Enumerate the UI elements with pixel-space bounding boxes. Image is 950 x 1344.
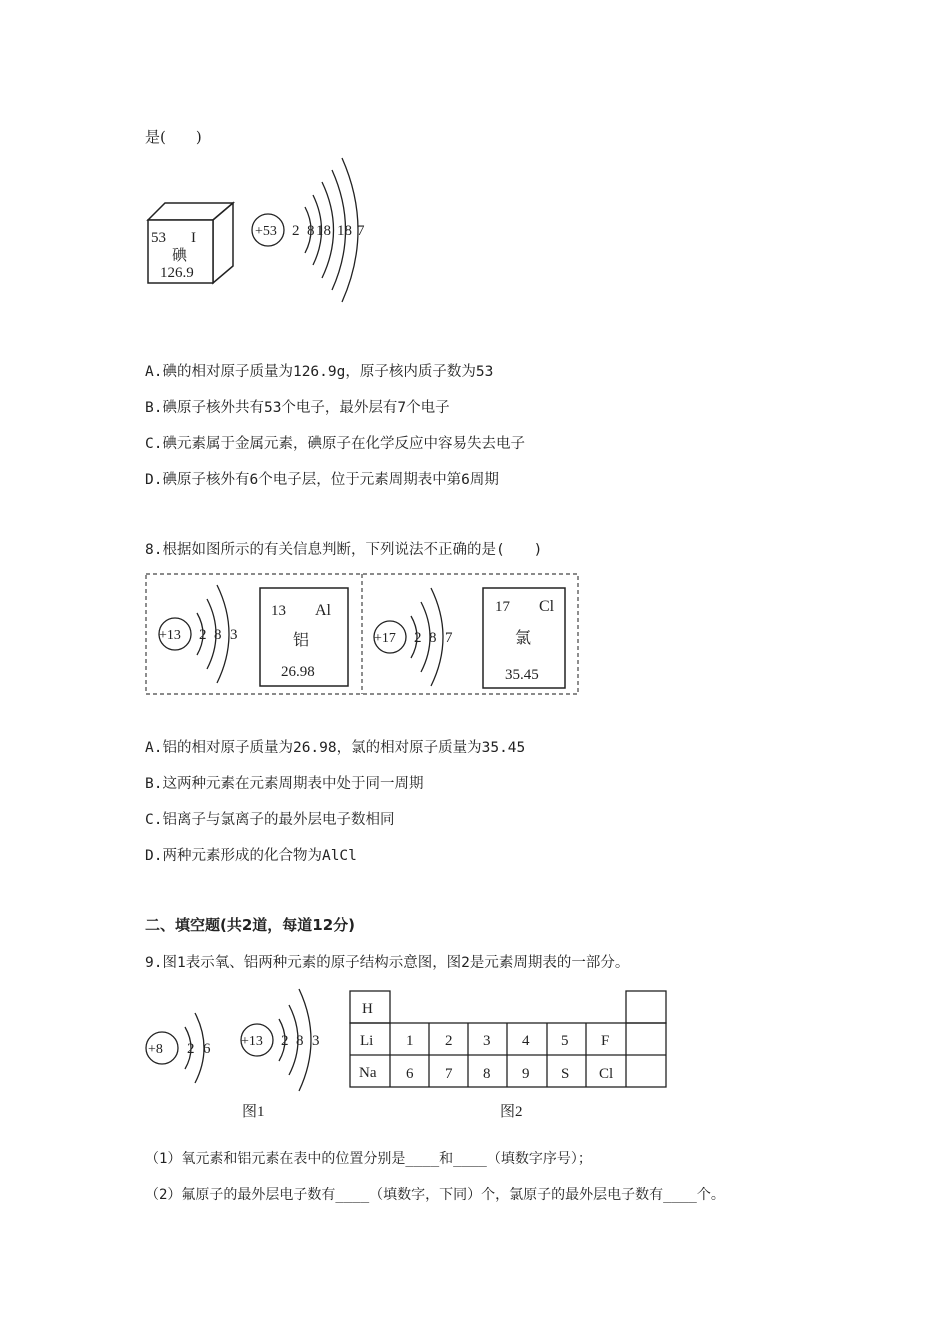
fig2-caption: 图2 xyxy=(500,1104,523,1120)
q9-al-atom-diagram xyxy=(241,989,320,1091)
cell-r1-c0: Li xyxy=(360,1033,374,1049)
q9-al-shell-3: 3 xyxy=(312,1033,320,1049)
q9-al-shell-2: 8 xyxy=(296,1033,304,1049)
cell-r1-c1: 1 xyxy=(406,1033,414,1049)
iodine-atom-diagram xyxy=(250,155,380,300)
cell-r2-c5: S xyxy=(561,1066,570,1082)
cl-shell-1: 2 xyxy=(414,630,422,646)
cell-r0-c0: H xyxy=(362,1001,373,1017)
iodine-shell-4: 18 xyxy=(337,223,352,239)
cell-r1-c5: 5 xyxy=(561,1033,569,1049)
cell-r2-c3: 8 xyxy=(483,1066,491,1082)
o-shell-1: 2 xyxy=(187,1041,195,1057)
q9-fig2-periodic-table xyxy=(350,990,670,1090)
cell-r2-c4: 9 xyxy=(522,1066,530,1082)
cell-r1-c4: 4 xyxy=(522,1033,530,1049)
al-mass: 26.98 xyxy=(281,664,315,680)
cell-r2-c6: Cl xyxy=(599,1066,614,1082)
o-atom-diagram xyxy=(146,1013,211,1083)
cell-r2-c0: Na xyxy=(359,1065,377,1081)
al-symbol: Al xyxy=(315,602,331,619)
q9-al-nucleus: +13 xyxy=(241,1034,263,1049)
cl-mass: 35.45 xyxy=(505,667,539,683)
al-shell-1: 2 xyxy=(199,627,207,643)
al-shell-2: 8 xyxy=(214,627,222,643)
cl-name: 氯 xyxy=(515,630,532,647)
iodine-mass: 126.9 xyxy=(160,265,194,281)
al-nucleus: +13 xyxy=(159,628,181,643)
q8-option-c: C.铝离子与氯离子的最外层电子数相同 xyxy=(145,812,395,828)
cell-r1-c2: 2 xyxy=(445,1033,453,1049)
cell-r2-c2: 7 xyxy=(445,1066,453,1082)
q9-sub1: （1）氧元素和铝元素在表中的位置分别是____和____（填数字序号）； xyxy=(145,1151,592,1167)
q9-sub2: （2）氟原子的最外层电子数有____（填数字，下同）个，氯原子的最外层电子数有____个。 xyxy=(145,1187,725,1203)
cl-shell-2: 8 xyxy=(429,630,437,646)
al-shell-3: 3 xyxy=(230,627,238,643)
q8-option-a: A.铝的相对原子质量为26.98，氯的相对原子质量为35.45 xyxy=(145,740,526,756)
q9-stem: 9.图1表示氧、铝两种元素的原子结构示意图，图2是元素周期表的一部分。 xyxy=(145,955,630,971)
cl-shell-3: 7 xyxy=(445,630,453,646)
al-number: 13 xyxy=(271,603,286,619)
al-element-card xyxy=(260,588,348,686)
iodine-number: 53 xyxy=(151,230,166,246)
cell-r1-c3: 3 xyxy=(483,1033,491,1049)
cell-r2-c1: 6 xyxy=(406,1066,414,1082)
q8-figure xyxy=(145,573,581,697)
q7-stem-tail: 是( ) xyxy=(145,128,202,146)
section2-heading: 二、填空题(共2道，每道12分) xyxy=(145,916,356,934)
cl-atom-diagram xyxy=(374,588,453,686)
fig1-caption: 图1 xyxy=(242,1104,265,1120)
cl-element-card xyxy=(483,588,565,688)
iodine-name: 碘 xyxy=(172,248,188,264)
o-nucleus: +8 xyxy=(148,1042,163,1057)
q8-option-b: B.这两种元素在元素周期表中处于同一周期 xyxy=(145,776,424,792)
iodine-shell-2: 8 xyxy=(307,223,315,239)
q9-al-shell-1: 2 xyxy=(281,1033,289,1049)
al-name: 铝 xyxy=(293,632,310,649)
q7-option-b: B.碘原子核外共有53个电子，最外层有7个电子 xyxy=(145,400,450,416)
iodine-shell-1: 2 xyxy=(292,223,300,239)
q9-fig1 xyxy=(145,985,335,1095)
cl-nucleus: +17 xyxy=(374,631,396,646)
iodine-element-card xyxy=(145,200,235,290)
q7-option-c: C.碘元素属于金属元素，碘原子在化学反应中容易失去电子 xyxy=(145,436,525,452)
al-atom-diagram xyxy=(159,585,238,683)
cl-number: 17 xyxy=(495,599,510,615)
iodine-shell-3: 18 xyxy=(316,223,331,239)
q7-option-d: D.碘原子核外有6个电子层，位于元素周期表中第6周期 xyxy=(145,472,499,488)
q8-option-d: D.两种元素形成的化合物为AlCl xyxy=(145,848,357,864)
iodine-shell-5: 7 xyxy=(357,223,365,239)
cell-r1-c6: F xyxy=(601,1033,610,1049)
q7-option-a: A.碘的相对原子质量为126.9g，原子核内质子数为53 xyxy=(145,364,494,380)
cl-symbol: Cl xyxy=(539,598,555,615)
iodine-symbol: I xyxy=(191,230,196,246)
q8-stem: 8.根据如图所示的有关信息判断，下列说法不正确的是( ) xyxy=(145,542,543,558)
iodine-nucleus: +53 xyxy=(255,224,277,239)
o-shell-2: 6 xyxy=(203,1041,211,1057)
